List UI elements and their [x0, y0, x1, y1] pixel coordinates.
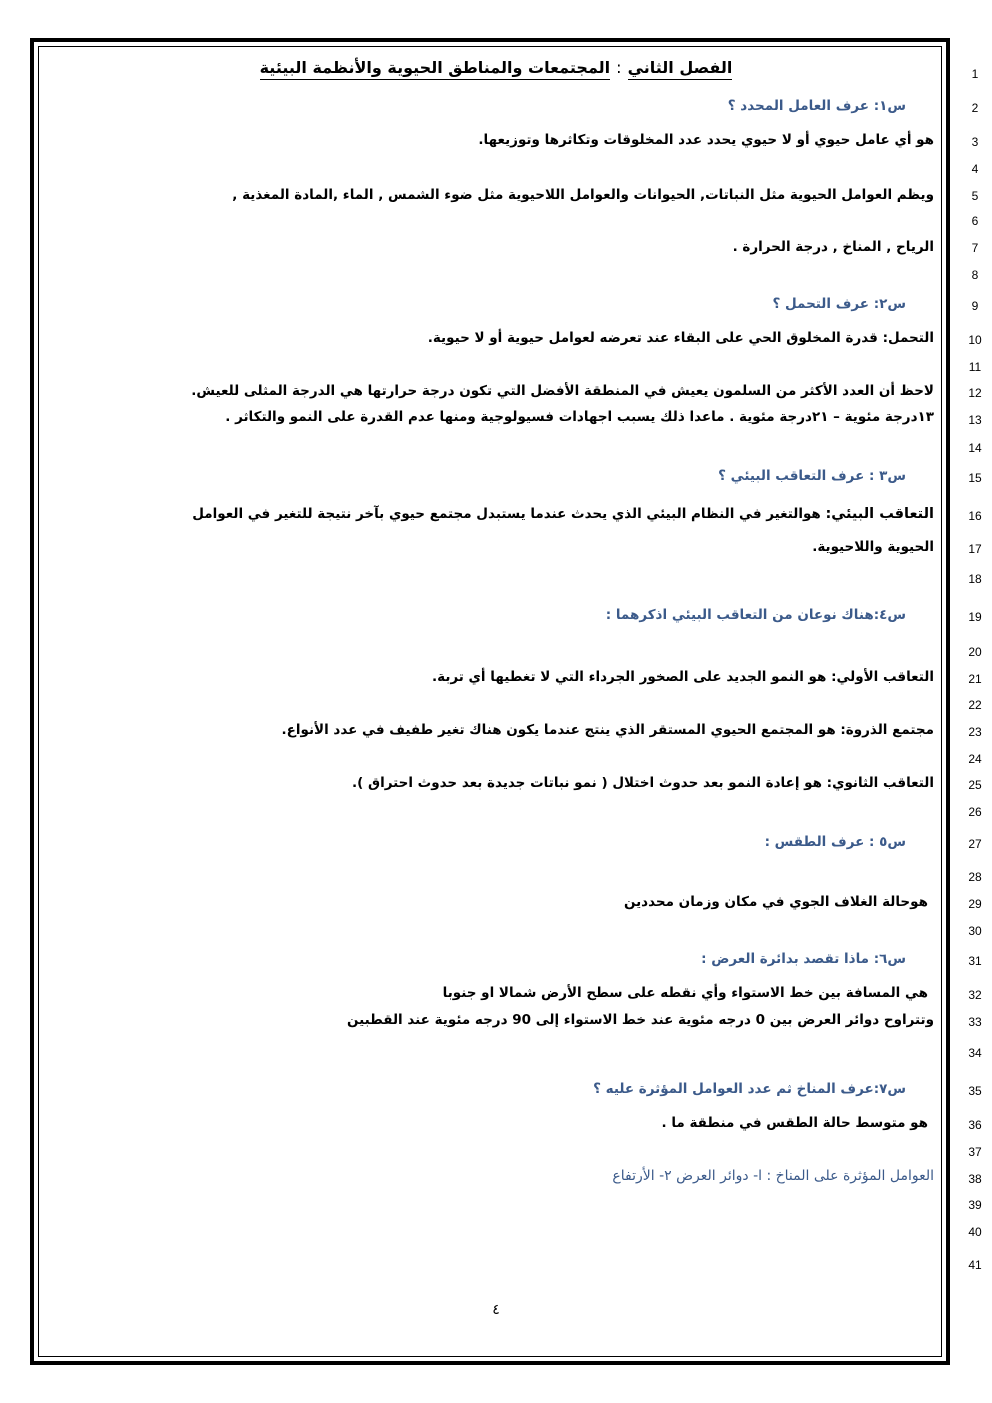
line-number: 37: [968, 1145, 982, 1159]
line-number: 20: [968, 645, 982, 659]
line-number: 40: [968, 1225, 982, 1239]
q6-answer-line-1: هي المسافة بين خط الاستواء وأي نقطه على سطح الأرض شمالا او جنوبا: [442, 985, 928, 1001]
page-title: [0, 58, 992, 77]
question-5: س٥ : عرف الطقس :: [764, 834, 906, 850]
q2-definition-text: قدرة المخلوق الحي على البقاء عند تعرضه لعوامل حيوية أو لا حيوية.: [427, 330, 883, 346]
line-number: 16: [968, 509, 982, 523]
line-number: 19: [968, 610, 982, 624]
line-number: 11: [968, 360, 982, 374]
q2-definition: [428, 327, 934, 349]
line-number: 33: [968, 1015, 982, 1029]
question-6: س٦: ماذا تقصد بدائرة العرض :: [701, 951, 906, 967]
question-2: س٢: عرف التحمل ؟: [772, 296, 906, 312]
line-number: 41: [968, 1258, 982, 1272]
q3-definition-line-1: [192, 503, 934, 525]
title-separator: :: [616, 58, 622, 77]
question-1: س١: عرف العامل المحدد ؟: [727, 98, 906, 114]
q1-answer-line-3: الرياح , المناخ , درجة الحرارة .: [732, 239, 934, 255]
q6-answer-line-2: وتتراوح دوائر العرض بين 0 درجه مئوية عند خط الاستواء إلى 90 درجه مئوية عند القطبين: [346, 1012, 934, 1028]
q2-note-line-1: لاحظ أن العدد الأكثر من السلمون يعيش في المنطقة الأفضل التي تكون درجة حرارتها هي الدرجة المثلى للعيش.: [191, 383, 934, 399]
line-number: 38: [968, 1172, 982, 1186]
q7-answer: هو متوسط حالة الطقس في منطقة ما .: [661, 1115, 928, 1131]
line-number: 22: [968, 698, 982, 712]
line-number: 28: [968, 870, 982, 884]
line-number: 27: [968, 837, 982, 851]
page-number: ٤: [492, 1302, 500, 1318]
line-number: 31: [968, 954, 982, 968]
q3-definition-line-2: الحيوية واللاحيوية.: [812, 539, 934, 555]
line-number: 32: [968, 988, 982, 1002]
line-number: 24: [968, 752, 982, 766]
line-number: 25: [968, 778, 982, 792]
question-7: س٧:عرف المناخ ثم عدد العوامل المؤثرة عليه ؟: [593, 1081, 906, 1097]
line-number: 12: [968, 386, 982, 400]
line-number: 34: [968, 1046, 982, 1060]
q7-factors: العوامل المؤثرة على المناخ : ا- دوائر العرض ٢- الأرتفاع: [612, 1168, 934, 1184]
q2-term: التحمل:: [882, 330, 934, 346]
question-4: س٤:هناك نوعان من التعاقب البيئي اذكرهما :: [605, 607, 906, 623]
line-number: 3: [971, 135, 979, 149]
line-number: 35: [968, 1084, 982, 1098]
line-number: 7: [971, 241, 979, 255]
line-number: 6: [971, 214, 979, 228]
q1-answer-line-1: هو أي عامل حيوي أو لا حيوي يحدد عدد المخلوقات وتكاثرها وتوزيعها.: [478, 132, 934, 148]
line-number: 17: [968, 542, 982, 556]
line-number: 2: [971, 101, 979, 115]
question-3: س٣ : عرف التعاقب البيئي ؟: [718, 468, 906, 484]
line-number: 29: [968, 897, 982, 911]
line-number: 21: [968, 672, 982, 686]
chapter-name: المجتمعات والمناطق الحيوية والأنظمة البيئية: [260, 58, 611, 80]
line-number: 9: [971, 299, 979, 313]
q2-note-line-2: ١٣درجة مئوية – ٢١درجة مئوية . ماعدا ذلك يسبب اجهادات فسيولوجية ومنها عدم القدرة على النمو والتكاثر .: [225, 409, 934, 425]
q3-term: التعاقب البيئي:: [825, 506, 934, 522]
line-number: 30: [968, 924, 982, 938]
q4-primary-succession: التعاقب الأولي: هو النمو الجديد على الصخور الجرداء التي لا تغطيها أي تربة.: [432, 669, 934, 685]
line-number: 39: [968, 1198, 982, 1212]
line-number: 4: [971, 162, 979, 176]
line-number: 8: [971, 268, 979, 282]
line-number: 15: [968, 471, 982, 485]
chapter-label: الفصل الثاني: [628, 58, 733, 80]
q5-answer: هوحالة الغلاف الجوي في مكان وزمان محددين: [623, 894, 928, 910]
line-number: 18: [968, 572, 982, 586]
line-number: 5: [971, 189, 979, 203]
q3-definition-text: هوالتغير في النظام البيئي الذي يحدث عندما يستبدل مجتمع حيوي بآخر نتيجة للتغير في العوامل: [192, 506, 826, 522]
q4-secondary-succession: التعاقب الثانوي: هو إعادة النمو بعد حدوث اختلال ( نمو نباتات جديدة بعد حدوث احتراق ).: [352, 775, 934, 791]
q1-answer-line-2: ويظم العوامل الحيوية مثل النباتات, الحيوانات والعوامل اللاحيوية مثل ضوء الشمس , الماء ,المادة المغذية ,: [232, 187, 934, 203]
line-number: 10: [968, 333, 982, 347]
line-number: 14: [968, 441, 982, 455]
line-number: 1: [971, 67, 979, 81]
line-number: 26: [968, 805, 982, 819]
line-number: 13: [968, 413, 982, 427]
line-number: 36: [968, 1118, 982, 1132]
q4-climax-community: مجتمع الذروة: هو المجتمع الحيوي المستقر الذي ينتج عندما يكون هناك تغير طفيف في عدد الأنواع.: [281, 722, 934, 738]
line-number: 23: [968, 725, 982, 739]
